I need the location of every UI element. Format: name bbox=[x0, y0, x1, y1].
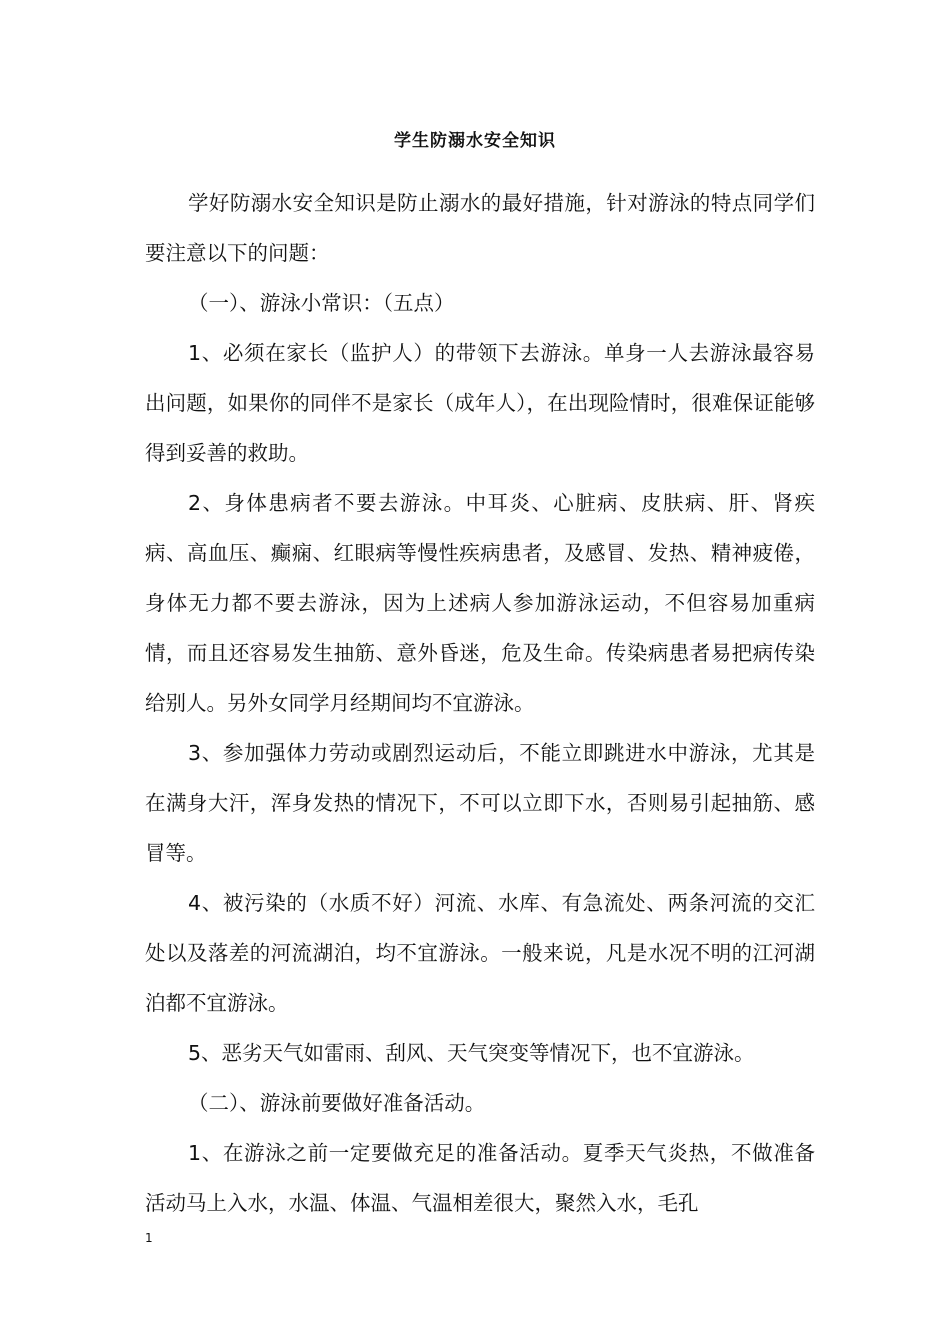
rule-paragraph-3: 3、参加强体力劳动或剧烈运动后，不能立即跳进水中游泳，尤其是在满身大汗，浑身发热的情况下，不可以立即下水，否则易引起抽筋、感冒等。 bbox=[145, 741, 815, 865]
rule-paragraph-1: 1、必须在家长（监护人）的带领下去游泳。单身一人去游泳最容易出问题，如果你的同伴不是家长（成年人），在出现险情时，很难保证能够得到妥善的救助。 bbox=[145, 341, 815, 465]
intro-paragraph: 学好防溺水安全知识是防止溺水的最好措施，针对游泳的特点同学们要注意以下的问题： bbox=[145, 191, 815, 265]
rule-paragraph-5: 5、恶劣天气如雷雨、刮风、天气突变等情况下，也不宜游泳。 bbox=[188, 1041, 755, 1065]
page-number: 1 bbox=[145, 1231, 153, 1245]
section-heading-2: （二）、游泳前要做好准备活动。 bbox=[188, 1091, 486, 1115]
section-heading-1: （一）、游泳小常识：（五点） bbox=[188, 291, 455, 315]
prep-paragraph-1: 1、在游泳之前一定要做充足的准备活动。夏季天气炎热，不做准备活动马上入水，水温、体温、气温相差很大，聚然入水，毛孔 bbox=[145, 1141, 815, 1215]
rule-paragraph-4: 4、被污染的（水质不好）河流、水库、有急流处、两条河流的交汇处以及落差的河流湖泊，均不宜游泳。一般来说，凡是水况不明的江河湖泊都不宜游泳。 bbox=[145, 891, 815, 1015]
document-title: 学生防溺水安全知识 bbox=[394, 131, 556, 151]
rule-paragraph-2: 2、身体患病者不要去游泳。中耳炎、心脏病、皮肤病、肝、肾疾病、高血压、癫痫、红眼病等慢性疾病患者，及感冒、发热、精神疲倦，身体无力都不要去游泳，因为上述病人参加游泳运动，不但容易加重病情，而且还容易发生抽筋、意外昏迷，危及生命。传染病患者易把病传染给别人。另外女同学月经期间均不宜游泳。 bbox=[145, 491, 815, 715]
document-body bbox=[145, 178, 815, 1228]
